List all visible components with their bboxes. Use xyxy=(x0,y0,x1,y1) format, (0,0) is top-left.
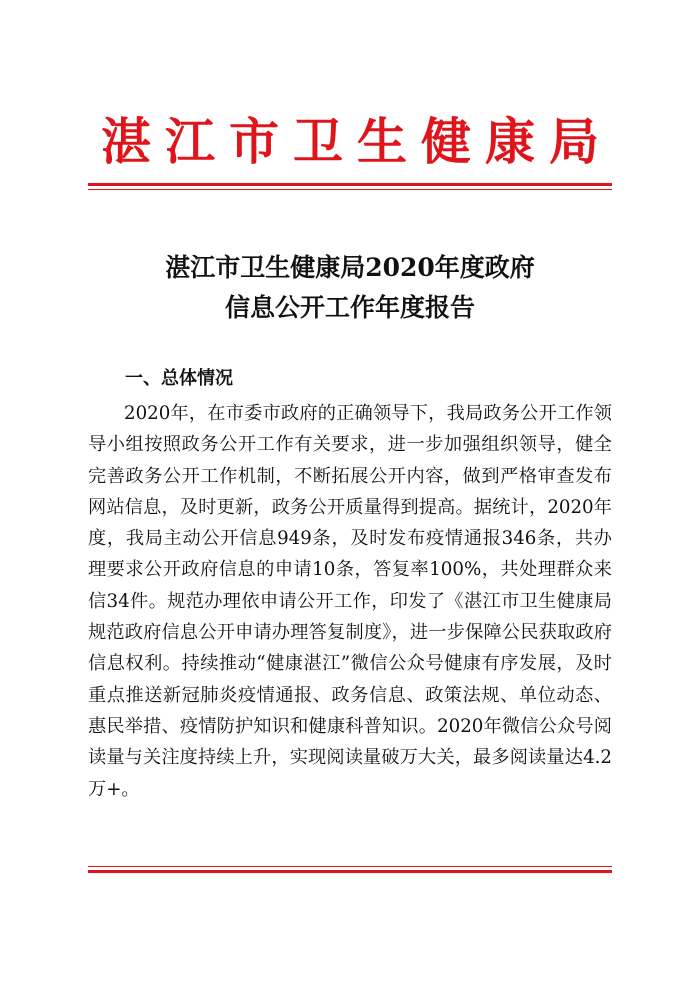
report-title-line-1: 湛江市卫生健康局2020年度政府 xyxy=(165,253,535,282)
footer-rule-thin xyxy=(88,866,612,867)
masthead-title: 湛江市卫生健康局 xyxy=(101,112,613,171)
masthead-rule-thick xyxy=(88,183,612,186)
body-paragraph: 2020年，在市委市政府的正确领导下，我局政务公开工作领导小组按照政务公开工作有关要求，进一步加强组织领导，健全完善政务公开工作机制，不断拓展公开内容，做到严格审查发布网站信息，及时更新，政务公开质量得到提高。据统计，2020年度，我局主动公开信息949条，及时发布疫情通报346条，共办理要求公开政府信息的申请10条，答复率100%，共处理群众来信34件。规范办理依申请公开工作，印发了《湛江市卫生健康局规范政府信息公开申请办理答复制度》，进一步保障公民获取政府信息权利。持续推动“健康湛江”微信公众号健康有序发展，及时重点推送新冠肺炎疫情通报、政务信息、政策法规、单位动态、惠民举措、疫情防护知识和健康科普知识。2020年微信公众号阅读量与关注度持续上升，实现阅读量破万大关，最多阅读量达4.2万+。 xyxy=(88,403,612,800)
report-title-line-2: 信息公开工作年度报告 xyxy=(224,293,475,322)
footer-rule-thick xyxy=(88,870,612,873)
report-title xyxy=(0,248,700,328)
section-heading: 一、总体情况 xyxy=(125,368,233,389)
masthead-rule-thin xyxy=(88,189,612,190)
